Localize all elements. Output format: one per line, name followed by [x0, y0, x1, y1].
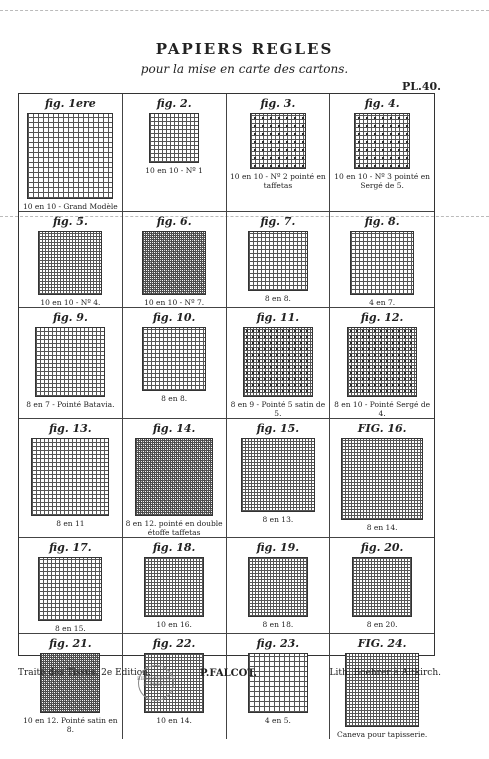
- ruled-grid-swatch: [38, 231, 102, 295]
- figure-cell: [330, 94, 434, 212]
- figure-caption: 4 en 7.: [369, 298, 396, 307]
- figure-label: fig. 20.: [360, 541, 404, 554]
- figure-cell: [227, 538, 331, 634]
- figure-caption: 8 en 10 - Pointé Sergé de 4.: [334, 400, 431, 418]
- figure-caption: 10 en 14.: [156, 716, 192, 725]
- ruled-grid-swatch: [40, 653, 100, 713]
- figure-cell: [227, 634, 331, 739]
- figure-label: fig. 1ere: [44, 97, 96, 110]
- figure-label: fig. 11.: [256, 311, 300, 324]
- ruled-grid-swatch: [149, 113, 199, 163]
- figure-label: fig. 4.: [364, 97, 400, 110]
- footer-author: P.FALCOT.: [200, 668, 257, 679]
- figure-cell: [330, 308, 434, 419]
- figure-caption: 10 en 10 - Grand Modèle: [22, 202, 118, 211]
- figure-caption: 8 en 12. pointé en double étoffe taffetas: [125, 519, 223, 537]
- ruled-grid-swatch: [27, 113, 113, 199]
- figure-caption: 8 en 13.: [262, 515, 294, 524]
- figure-label: fig. 15.: [256, 422, 300, 435]
- figure-caption: 4 en 5.: [264, 716, 291, 725]
- ruled-grid-swatch: [341, 438, 423, 520]
- ruled-grid-swatch: [142, 231, 206, 295]
- figure-caption: 8 en 9 - Pointé 5 satin de 5.: [230, 400, 326, 418]
- figure-label: fig. 18.: [152, 541, 196, 554]
- figure-caption: 10 en 16.: [156, 620, 192, 629]
- figure-caption: 8 en 8.: [264, 294, 291, 303]
- ruled-grid-swatch: [248, 653, 308, 713]
- ruled-grid-swatch: [248, 231, 308, 291]
- figure-cell: [123, 212, 227, 308]
- figure-cell: [19, 212, 123, 308]
- figure-cell: [330, 419, 434, 538]
- footer-lithographer: Lith. Boehrer à Altkirch.: [329, 668, 441, 678]
- figure-label: fig. 7.: [260, 215, 296, 228]
- ruled-grid-swatch: [250, 113, 306, 169]
- figure-cell: [330, 634, 434, 739]
- figure-label: fig. 21.: [49, 637, 92, 650]
- figure-label: fig. 14.: [152, 422, 196, 435]
- figure-label: fig. 17.: [49, 541, 92, 554]
- figure-cell: [19, 308, 123, 419]
- figure-caption: 8 en 11: [56, 519, 85, 528]
- figure-caption: 8 en 7 - Pointé Batavia.: [26, 400, 115, 409]
- ruled-grid-swatch: [347, 327, 417, 397]
- ruled-grid-swatch: [241, 438, 315, 512]
- figure-caption: 8 en 20.: [366, 620, 398, 629]
- ruled-grid-swatch: [142, 327, 206, 391]
- figure-cell: [227, 94, 331, 212]
- ruled-grid-swatch: [31, 438, 109, 516]
- ruled-grid-swatch: [354, 113, 410, 169]
- library-stamp: BIBLIOTHÈQUE IMPRIMÉS: [138, 665, 174, 701]
- figure-cell: [227, 212, 331, 308]
- figure-caption: 8 en 18.: [262, 620, 294, 629]
- figure-label: FIG. 24.: [357, 637, 407, 650]
- ruled-grid-swatch: [350, 231, 414, 295]
- figure-caption: 10 en 12. Pointé satin en 8.: [23, 716, 118, 734]
- ruled-grid-swatch: [35, 327, 105, 397]
- figure-cell: [123, 419, 227, 538]
- figure-label: fig. 2.: [156, 97, 192, 110]
- figure-cell: [19, 634, 123, 739]
- figure-cell: [123, 538, 227, 634]
- plate-number: PL.40.: [402, 80, 441, 93]
- figure-label: fig. 13.: [49, 422, 92, 435]
- figure-label: fig. 3.: [260, 97, 296, 110]
- figure-label: fig. 8.: [364, 215, 400, 228]
- figure-label: fig. 5.: [52, 215, 88, 228]
- figure-cell: [19, 538, 123, 634]
- figure-caption: 10 en 10 - Nº 2 pointé en taffetas: [230, 172, 326, 190]
- figure-label: fig. 9.: [52, 311, 88, 324]
- figure-caption: 10 en 10 - Nº 3 pointé en Sergé de 5.: [334, 172, 430, 190]
- figure-cell: [19, 94, 123, 212]
- figure-cell: [227, 308, 331, 419]
- figure-label: fig. 19.: [256, 541, 300, 554]
- figure-caption: 10 en 10 - Nº 7.: [144, 298, 205, 307]
- figure-label: fig. 6.: [156, 215, 192, 228]
- ruled-grid-swatch: [248, 557, 308, 617]
- ruled-grid-swatch: [144, 557, 204, 617]
- figure-label: fig. 22.: [152, 637, 196, 650]
- figure-label: fig. 12.: [360, 311, 404, 324]
- ruled-grid-swatch: [243, 327, 313, 397]
- ruled-grid-swatch: [38, 557, 102, 621]
- figure-label: FIG. 16.: [357, 422, 407, 435]
- page-title: PAPIERS REGLES: [155, 40, 334, 58]
- figure-caption: 8 en 8.: [161, 394, 188, 403]
- figure-caption: 10 en 10 - Nº 4.: [40, 298, 101, 307]
- figure-cell: [19, 419, 123, 538]
- footer-left-text: Traité des Tissus. 2e Edition.: [18, 668, 151, 678]
- figure-cell: [123, 94, 227, 212]
- figure-label: fig. 10.: [152, 311, 196, 324]
- ruled-grid-swatch: [345, 653, 419, 727]
- figure-caption: 10 en 10 - Nº 1: [145, 166, 203, 175]
- figure-label: fig. 23.: [256, 637, 300, 650]
- figure-cell: [330, 538, 434, 634]
- page-subtitle: pour la mise en carte des cartons.: [140, 62, 349, 76]
- ruled-grid-swatch: [352, 557, 412, 617]
- figure-cell: [123, 308, 227, 419]
- figure-caption: 8 en 15.: [55, 624, 86, 633]
- figure-caption: 8 en 14.: [366, 523, 398, 532]
- ruled-grid-swatch: [135, 438, 213, 516]
- figure-caption: Caneva pour tapisserie.: [336, 730, 428, 739]
- figure-cell: [330, 212, 434, 308]
- figure-cell: [227, 419, 331, 538]
